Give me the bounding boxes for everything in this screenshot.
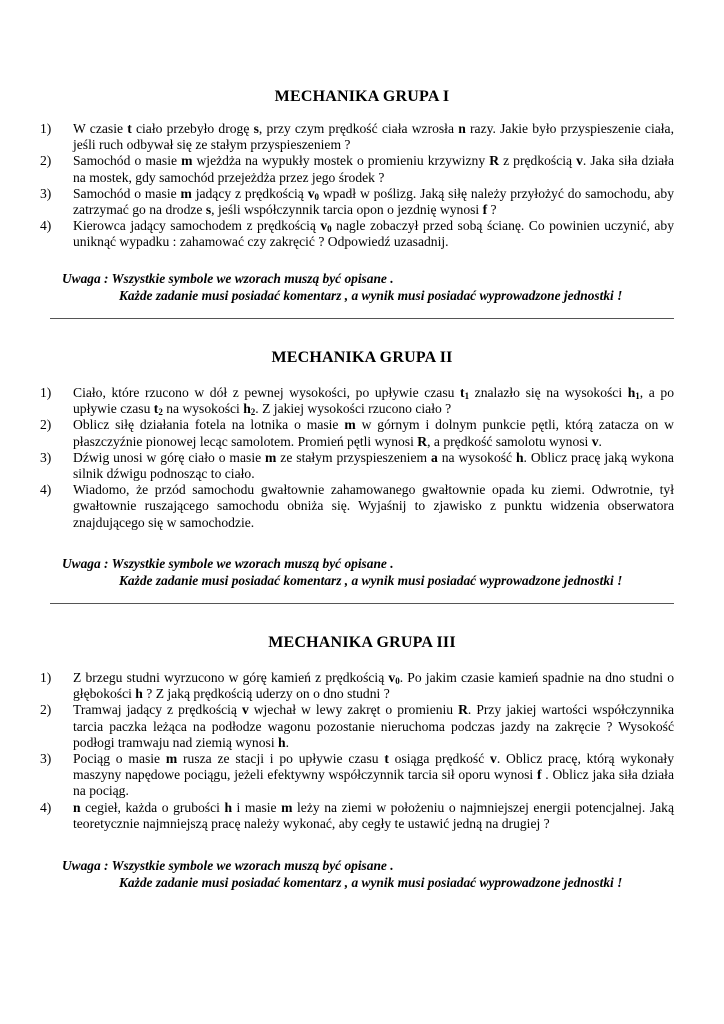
task-text: Oblicz siłę działania fotela na lotnika o masie m w górnym i dolnym punkcie pętli, którą zatacza on w płaszczyźnie pionowej lecąc samolotem. Promień pętli wynosi R, a prędkość samolotu wynosi v. [73, 417, 674, 449]
task-number: 3) [40, 751, 52, 767]
note-line-2: Każde zadanie musi posiadać komentarz , a wynik musi posiadać wyprowadzone jednostki ! [119, 287, 623, 303]
group-1-title: MECHANIKA GRUPA I [274, 88, 450, 105]
group-2-title: MECHANIKA GRUPA II [271, 349, 453, 366]
task-item [40, 218, 674, 250]
group-3-note [62, 858, 622, 891]
task-item [40, 385, 674, 417]
section-divider [50, 603, 674, 604]
task-number: 2) [40, 153, 52, 169]
task-item [40, 702, 674, 751]
task-item [40, 121, 674, 153]
task-text: Samochód o masie m wjeżdża na wypukły mostek o promieniu krzywizny R z prędkością v. Jaka siła działa na mostek, gdy samochód przejeżdża przez jego środek ? [73, 153, 674, 185]
note-line-1: Uwaga : Wszystkie symbole we wzorach muszą być opisane . [62, 858, 394, 873]
task-item [40, 751, 674, 800]
task-number: 3) [40, 449, 52, 465]
note-line-2: Każde zadanie musi posiadać komentarz , a wynik musi posiadać wyprowadzone jednostki ! [119, 874, 623, 890]
group-2-note [62, 556, 622, 589]
group-2-task-list [40, 385, 674, 531]
group-1-task-list [40, 121, 674, 251]
task-number: 1) [40, 670, 52, 685]
task-text: Pociąg o masie m rusza ze stacji i po upływie czasu t osiąga prędkość v. Oblicz pracę, którą wykonały maszyny napędowe pociągu, jeżeli efektywny współczynnik tarcia sił oporu wynosi f . Oblicz jaka siła działa na pociąg. [73, 751, 674, 799]
task-text: Kierowca jadący samochodem z prędkością $v_0$ nagle zobaczył przed sobą ścianę. Co powinien uczynić, aby uniknąć wypadku : zahamować czy zakręcić ? Odpowiedź uzasadnij. [73, 218, 674, 250]
task-text: Z brzegu studni wyrzucono w górę kamień z prędkością $v_0$. Po jakim czasie kamień spadnie na dno studni o głębokości h ? Z jaką prędkością uderzy on o dno studni ? [73, 670, 674, 702]
task-number: 1) [40, 385, 52, 400]
task-number: 4) [40, 799, 52, 815]
task-text: Wiadomo, że przód samochodu gwałtownie zahamowanego gwałtownie opada ku ziemi. Odwrotnie, tył gwałtownie ruszającego samochodu obniża się. Wyjaśnij to zjawisko z punktu widzenia obserwatora znajdującego się w samochodzie. [73, 482, 674, 530]
note-line-1: Uwaga : Wszystkie symbole we wzorach muszą być opisane . [62, 556, 394, 571]
task-item [40, 800, 674, 832]
task-number: 1) [40, 121, 52, 136]
task-item [40, 417, 674, 449]
task-text: Samochód o masie m jadący z prędkością $v_0$ wpadł w poślizg. Jaką siłę należy przyłożyć do samochodu, aby zatrzymać go na drodze s, jeśli współczynnik tarcia opon o jezdnię wynosi f ? [73, 185, 674, 218]
task-text: Dźwig unosi w górę ciało o masie m ze stałym przyspieszeniem a na wysokość h. Oblicz pracę jaką wykona silnik dźwigu podnosząc to ciało. [73, 449, 674, 482]
group-3-task-list [40, 670, 674, 832]
note-line-2: Każde zadanie musi posiadać komentarz , a wynik musi posiadać wyprowadzone jednostki ! [119, 572, 623, 588]
task-item [40, 450, 674, 482]
task-number: 4) [40, 482, 52, 498]
group-3-title: MECHANIKA GRUPA III [268, 634, 456, 651]
task-item [40, 186, 674, 218]
task-number: 4) [40, 218, 52, 234]
group-1-note [62, 271, 622, 304]
task-number: 2) [40, 417, 52, 433]
task-item [40, 482, 674, 531]
task-item [40, 670, 674, 702]
task-number: 2) [40, 702, 52, 718]
task-text: W czasie t ciało przebyło drogę s, przy czym prędkość ciała wzrosła n razy. Jakie było przyspieszenie ciała, jeśli ruch odbywał się ze stałym przyspieszeniem ? [73, 121, 674, 153]
task-text: Tramwaj jadący z prędkością v wjechał w lewy zakręt o promieniu R. Przy jakiej wartości współczynnika tarcia paczka leżąca na podłodze wagonu pozostanie nieruchoma podczas jazdy na zakręcie ? Wysokość podłogi tramwaju nad ziemią wynosi h. [73, 702, 674, 750]
task-text: n cegieł, każda o grubości h i masie m leży na ziemi w położeniu o najmniejszej energii potencjalnej. Jaką teoretycznie najmniejszą pracę należy wykonać, aby cegły te ustawić jedną na drugiej ? [73, 799, 674, 831]
task-number: 3) [40, 185, 52, 201]
task-text: Ciało, które rzucono w dół z pewnej wysokości, po upływie czasu $t_1$ znalazło się na wysokości $h_1$, a po upływie czasu $t_2$ na wysokości $h_2$. Z jakiej wysokości rzucono ciało ? [73, 385, 674, 418]
section-divider [50, 318, 674, 319]
note-line-1: Uwaga : Wszystkie symbole we wzorach muszą być opisane . [62, 271, 394, 286]
task-item [40, 153, 674, 185]
